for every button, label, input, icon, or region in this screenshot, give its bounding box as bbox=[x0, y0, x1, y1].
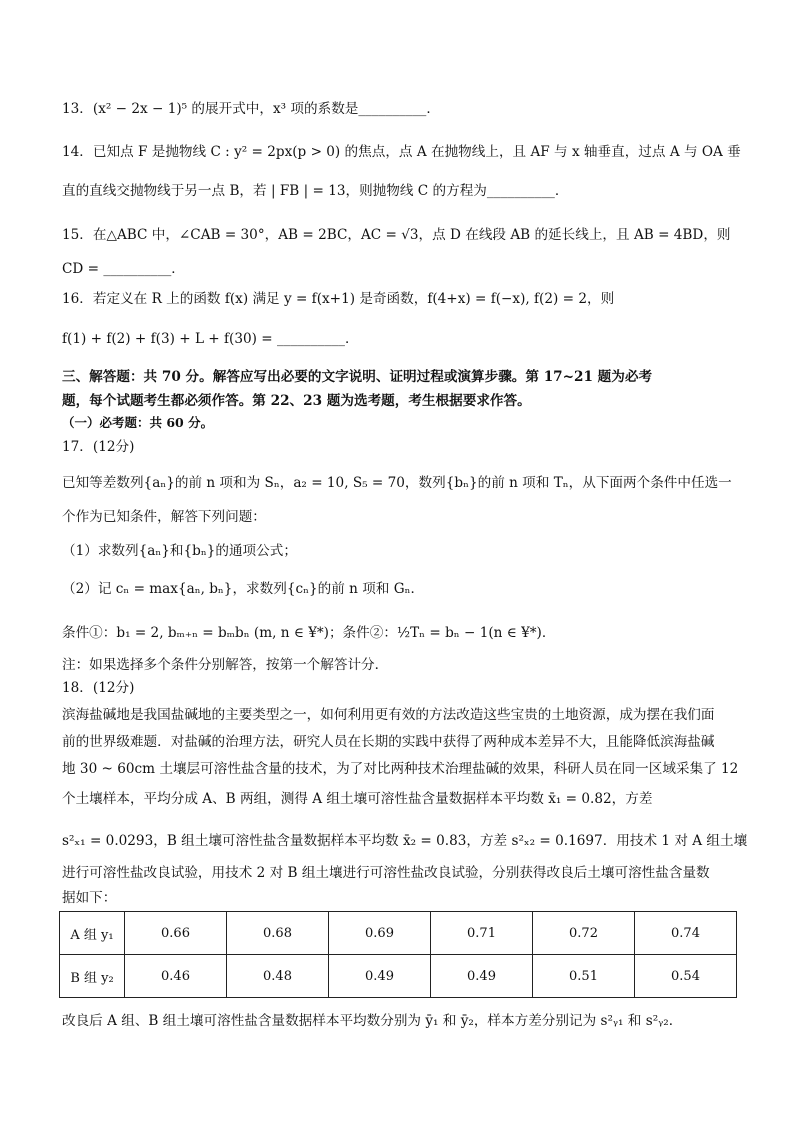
table-cell: 0.74 bbox=[635, 912, 737, 955]
table-cell: 0.46 bbox=[125, 955, 227, 998]
table-cell: 0.66 bbox=[125, 912, 227, 955]
table-cell: 0.51 bbox=[533, 955, 635, 998]
question-18-line-4: 个土壤样本，平均分成 A、B 两组，测得 A 组土壤可溶性盐含量数据样本平均数 x̄₁ = 0.82，方差 bbox=[62, 791, 653, 807]
section-3-heading-line-2: 题，每个试题考生都必须作答。第 22、23 题为选考题，考生根据要求作答。 bbox=[62, 393, 531, 409]
question-18-line-2: 前的世界级难题．对盐碱的治理方法，研究人员在长期的实践中获得了两种成本差异不大，且能降低滨海盐碱 bbox=[62, 734, 715, 750]
question-16-line-2: f(1) + f(2) + f(3) + L + f(30) = __________． bbox=[62, 331, 359, 347]
question-17-line-1: 已知等差数列{aₙ}的前 n 项和为 Sₙ，a₂ = 10, S₅ = 70，数列{bₙ}的前 n 项和 Tₙ，从下面两个条件中任选一 bbox=[62, 475, 732, 491]
question-14-line-2: 直的直线交抛物线于另一点 B，若 | FB | = 13，则抛物线 C 的方程为__________． bbox=[62, 183, 569, 199]
question-15-line-2: CD = __________． bbox=[62, 261, 185, 277]
table-cell: 0.49 bbox=[329, 955, 431, 998]
table-cell: 0.72 bbox=[533, 912, 635, 955]
table-cell: 0.71 bbox=[431, 912, 533, 955]
question-14-line-1: 14．已知点 F 是抛物线 C : y² = 2px(p > 0) 的焦点，点 A 在抛物线上，且 AF 与 x 轴垂直，过点 A 与 OA 垂 bbox=[62, 144, 741, 160]
table-cell: 0.49 bbox=[431, 955, 533, 998]
question-18-line-7: 据如下： bbox=[62, 890, 117, 906]
section-3-heading-line-1: 三、解答题：共 70 分。解答应写出必要的文字说明、证明过程或演算步骤。第 17~21 题为必考 bbox=[62, 369, 653, 385]
question-17-line-2: 个作为已知条件，解答下列问题： bbox=[62, 509, 266, 525]
section-3-subheading: （一）必考题：共 60 分。 bbox=[62, 415, 214, 430]
question-17-part-1: （1）求数列{aₙ}和{bₙ}的通项公式； bbox=[62, 543, 297, 559]
table-row-b bbox=[60, 955, 737, 998]
question-15-line-1: 15．在△ABC 中，∠CAB = 30°，AB = 2BC，AC = √3，点 D 在线段 AB 的延长线上，且 AB = 4BD，则 bbox=[62, 227, 731, 243]
question-17-heading: 17．(12分) bbox=[62, 439, 135, 455]
question-18-heading: 18．(12分) bbox=[62, 680, 135, 696]
question-18-line-3: 地 30 ~ 60cm 土壤层可溶性盐含量的技术，为了对比两种技术治理盐碱的效果，科研人员在同一区域采集了 12 bbox=[62, 761, 739, 777]
table-cell: 0.54 bbox=[635, 955, 737, 998]
soil-salt-data-table bbox=[59, 911, 737, 998]
table-cell: 0.68 bbox=[227, 912, 329, 955]
table-row-label: B 组 y₂ bbox=[60, 955, 125, 998]
question-17-conditions: 条件①：b₁ = 2, bₘ₊ₙ = bₘbₙ (m, n ∈ ¥*)；条件②：½Tₙ = bₙ − 1(n ∈ ¥*)． bbox=[62, 625, 556, 641]
question-18-line-6: 进行可溶性盐改良试验，用技术 2 对 B 组土壤进行可溶性盐改良试验，分别获得改良后土壤可溶性盐含量数 bbox=[62, 865, 710, 881]
question-16-line-1: 16．若定义在 R 上的函数 f(x) 满足 y = f(x+1) 是奇函数，f(4+x) = f(−x), f(2) = 2，则 bbox=[62, 291, 615, 307]
question-18-after-table: 改良后 A 组、B 组土壤可溶性盐含量数据样本平均数分别为 ȳ₁ 和 ȳ₂，样本方差分别记为 s²ᵧ₁ 和 s²ᵧ₂． bbox=[62, 1013, 683, 1029]
table-cell: 0.48 bbox=[227, 955, 329, 998]
question-17-part-2: （2）记 cₙ = max{aₙ, bₙ}，求数列{cₙ}的前 n 项和 Gₙ． bbox=[62, 581, 425, 597]
question-13: 13．(x² − 2x − 1)⁵ 的展开式中，x³ 项的系数是__________． bbox=[62, 101, 440, 117]
question-18-line-1: 滨海盐碱地是我国盐碱地的主要类型之一，如何利用更有效的方法改造这些宝贵的土地资源，成为摆在我们面 bbox=[62, 707, 715, 723]
table-row-label: A 组 y₁ bbox=[60, 912, 125, 955]
question-17-note: 注：如果选择多个条件分别解答，按第一个解答计分． bbox=[62, 657, 389, 673]
question-18-line-5: s²ₓ₁ = 0.0293，B 组土壤可溶性盐含量数据样本平均数 x̄₂ = 0.83，方差 s²ₓ₂ = 0.1697．用技术 1 对 A 组土壤 bbox=[62, 833, 748, 849]
table-row-a bbox=[60, 912, 737, 955]
table-cell: 0.69 bbox=[329, 912, 431, 955]
